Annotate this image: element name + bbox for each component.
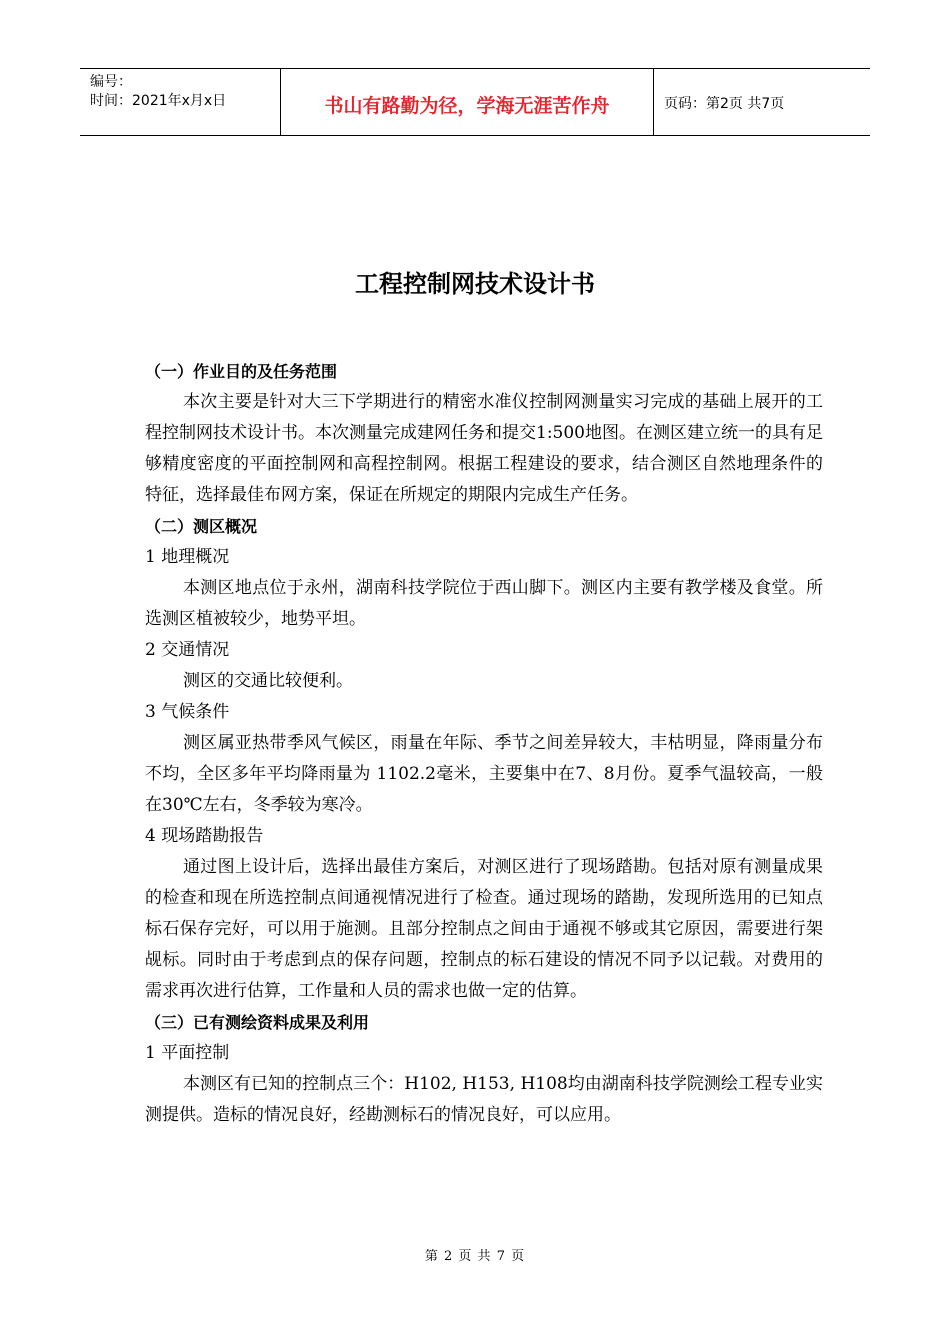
serial-number-label: 编号：: [90, 74, 132, 90]
subheading-plane-control: 1 平面控制: [145, 1043, 230, 1063]
paragraph-purpose: 本次主要是针对大三下学期进行的精密水准仪控制网测量实习完成的基础上展开的工程控制网技术设计书。本次测量完成建网任务和提交1:500地图。在测区建立统一的具有足够精度密度的平面控制网和高程控制网。根据工程建设的要求，结合测区自然地理条件的特征，选择最佳布网方案，保证在所规定的期限内完成生产任务。: [145, 392, 823, 505]
subheading-geography: 1 地理概况: [145, 547, 230, 567]
time-label: 时间：2021年x月x日: [90, 93, 227, 109]
document-body: [145, 356, 823, 1131]
paragraph-geography: 本测区地点位于永州，湖南科技学院位于西山脚下。测区内主要有教学楼及食堂。所选测区植被较少，地势平坦。: [145, 578, 823, 629]
page-footer-number: 第 2 页 共 7 页: [424, 1249, 526, 1264]
header-motto-cell: [281, 69, 654, 135]
section-heading-existing-data: （三）已有测绘资料成果及利用: [145, 1013, 370, 1032]
header-motto: 书山有路勤为径，学海无涯苦作舟: [324, 94, 610, 117]
section-heading-purpose: （一）作业目的及任务范围: [145, 362, 338, 381]
document-title: 工程控制网技术设计书: [355, 270, 595, 298]
page-header-table: [80, 68, 870, 136]
header-info-cell: [80, 69, 281, 135]
header-page-code: 页码：第2页 共7页: [664, 96, 785, 112]
paragraph-climate: 测区属亚热带季风气候区，雨量在年际、季节之间差异较大，丰枯明显，降雨量分布不均，全区多年平均降雨量为 1102.2毫米，主要集中在7、8月份。夏季气温较高，一般在30℃左右，冬季较为寒冷。: [145, 733, 823, 815]
header-page-cell: [654, 69, 870, 135]
subheading-survey-report: 4 现场踏勘报告: [145, 826, 264, 846]
paragraph-plane-control: 本测区有已知的控制点三个：H102, H153, H108均由湖南科技学院测绘工程专业实测提供。造标的情况良好，经勘测标石的情况良好，可以应用。: [145, 1074, 823, 1125]
subheading-traffic: 2 交通情况: [145, 640, 230, 660]
paragraph-survey-report: 通过图上设计后，选择出最佳方案后，对测区进行了现场踏勘。包括对原有测量成果的检查和现在所选控制点间通视情况进行了检查。通过现场的踏勘，发现所选用的已知点标石保存完好，可以用于施测。且部分控制点之间由于通视不够或其它原因，需要进行架觇标。同时由于考虑到点的保存问题，控制点的标石建设的情况不同予以记载。对费用的需求再次进行估算，工作量和人员的需求也做一定的估算。: [145, 857, 823, 1001]
subheading-climate: 3 气候条件: [145, 702, 230, 722]
paragraph-traffic: 测区的交通比较便利。: [183, 671, 353, 691]
section-heading-overview: （二）测区概况: [145, 517, 258, 536]
